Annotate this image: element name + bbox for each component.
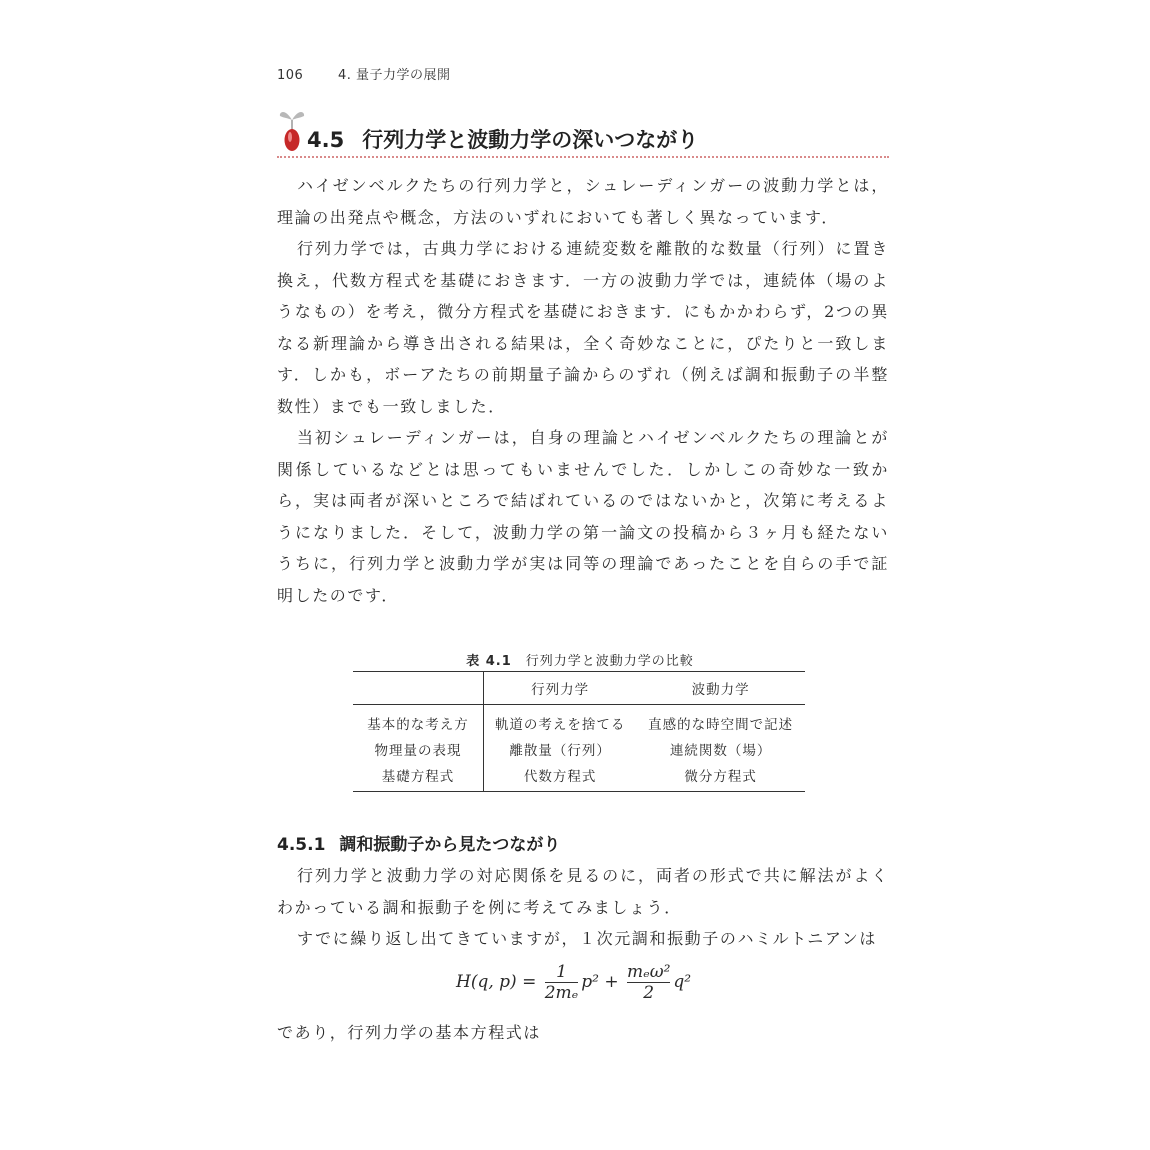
paragraph-1: ハイゼンベルクたちの行列力学と，シュレーディンガーの波動力学とは，理論の出発点や概念，方法のいずれにおいても著しく異なっています．	[277, 176, 889, 227]
table-row	[353, 762, 805, 792]
table-cell: 直感的な時空間で記述	[648, 717, 794, 733]
paragraph-3: 当初シュレーディンガーは，自身の理論とハイゼンベルクたちの理論とが関係しているなどとは思ってもいませんでした．しかしこの奇妙な一致から，実は両者が深いところで結ばれているのではないかと，次第に考えるようになりました．そして，波動力学の第一論文の投稿から３ヶ月も経たないうちに，行列力学と波動力学が実は同等の理論であったことを自らの手で証明したのです．	[277, 428, 889, 605]
table-cell: 微分方程式	[636, 762, 805, 792]
paragraph-2: 行列力学では，古典力学における連続変数を離散的な数量（行列）に置き換え，代数方程式を基礎におきます．一方の波動力学では，連続体（場のようなもの）を考え，微分方程式を基礎におきます．にもかかわらず，2つの異なる新理論から導き出される結果は，全く奇妙なことに，ぴたりと一致します．しかも，ボーアたちの前期量子論からのずれ（例えば調和振動子の半整数性）までも一致しました．	[277, 239, 889, 416]
table-header-row	[353, 672, 805, 705]
equation-term-1: p²	[581, 972, 599, 992]
fraction-denominator: 2	[627, 982, 670, 1003]
page-number: 106	[277, 68, 304, 83]
table-cell: 連続関数（場）	[669, 743, 772, 759]
equation-lhs: H(q, p) =	[456, 972, 537, 992]
subsection-heading	[277, 830, 560, 855]
table-cell: 軌道の考えを捨てる	[494, 717, 626, 733]
fraction-denominator: 2mₑ	[544, 983, 579, 1003]
equation-term-2: q²	[673, 972, 692, 992]
comparison-table	[353, 671, 805, 792]
equation-plus: +	[604, 972, 619, 992]
hamiltonian-equation	[456, 962, 691, 1003]
fraction-numerator: 1	[556, 962, 567, 982]
table-cell: 離散量（行列）	[509, 743, 611, 759]
section-title-text: 行列力学と波動力学の深いつながり	[362, 128, 699, 152]
subsection-title: 調和振動子から見たつながり	[339, 835, 561, 855]
table-caption	[355, 650, 805, 669]
table-cell: 代数方程式	[484, 762, 637, 792]
table-header-cell: 波動力学	[636, 672, 805, 705]
subsection-number: 4.5.1	[277, 835, 326, 855]
table-cell: 物理量の表現	[353, 736, 484, 762]
paragraph-5: すでに繰り返し出てきていますが，１次元調和振動子のハミルトニアンは	[297, 929, 878, 948]
section-divider	[277, 156, 889, 158]
table-header-cell: 行列力学	[484, 672, 637, 705]
table-row	[353, 736, 805, 762]
table-header-cell	[353, 672, 484, 705]
table-caption-text: 行列力学と波動力学の比較	[525, 654, 694, 669]
sprout-icon	[279, 106, 305, 152]
table-cell: 基礎方程式	[353, 762, 484, 792]
table-cell: 基本的な考え方	[353, 705, 484, 737]
chapter-title: 4. 量子力学の展開	[337, 68, 451, 83]
section-title	[307, 124, 698, 154]
equation-fraction-2	[627, 962, 670, 1003]
table-row	[353, 705, 805, 737]
paragraph-4: 行列力学と波動力学の対応関係を見るのに，両者の形式で共に解法がよくわかっている調和振動子を例に考えてみましょう．	[277, 866, 889, 917]
fraction-numerator: mₑω²	[627, 962, 671, 982]
section-number: 4.5	[307, 128, 345, 152]
table-label: 表 4.1	[466, 654, 512, 669]
paragraph-6: であり，行列力学の基本方程式は	[277, 1023, 542, 1042]
running-head	[277, 64, 451, 83]
section-heading	[277, 106, 889, 158]
equation-fraction-1	[545, 962, 579, 1003]
